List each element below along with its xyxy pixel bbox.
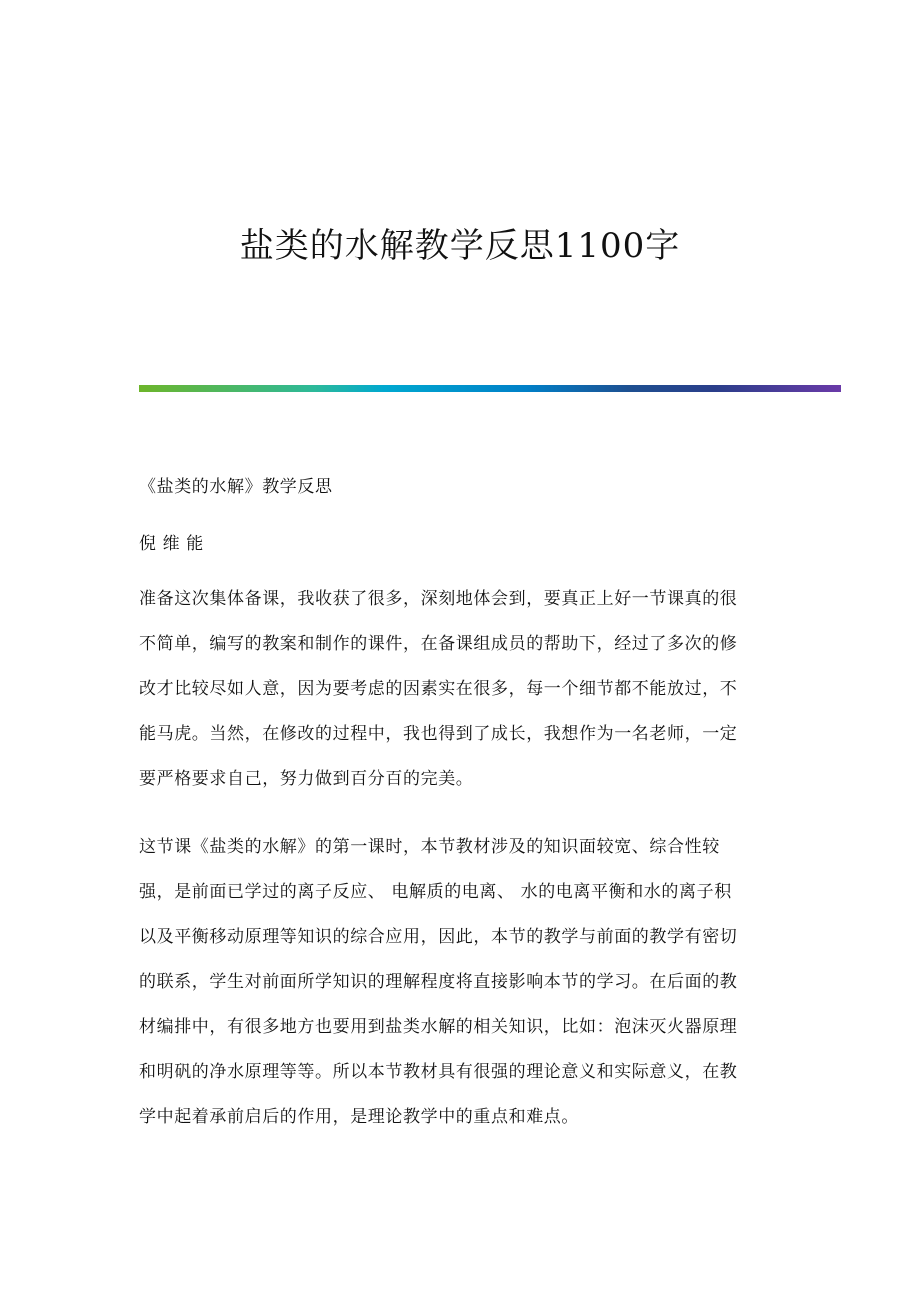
subtitle: 《盐类的水解》教学反思: [139, 477, 333, 497]
text-line: 学中起着承前启后的作用，是理论教学中的重点和难点。: [139, 1107, 579, 1127]
text-line: 要严格要求自己，努力做到百分百的完美。: [139, 769, 474, 789]
author: 倪 维 能: [139, 534, 204, 554]
text-line: 准备这次集体备课，我收获了很多，深刻地体会到，要真正上好一节课真的很: [139, 589, 738, 609]
text-line: 和明矾的净水原理等等。所以本节教材具有很强的理论意义和实际意义，在教: [139, 1062, 738, 1082]
text-line: 改才比较尽如人意，因为要考虑的因素实在很多，每一个细节都不能放过，不: [139, 679, 738, 699]
gradient-divider: [139, 385, 841, 392]
text-line: 不简单，编写的教案和制作的课件，在备课组成员的帮助下，经过了多次的修: [139, 634, 738, 654]
text-line: 材编排中，有很多地方也要用到盐类水解的相关知识，比如：泡沫灭火器原理: [139, 1017, 738, 1037]
document-title: 盐类的水解教学反思1100字: [239, 226, 681, 266]
text-line: 以及平衡移动原理等知识的综合应用，因此，本节的教学与前面的教学有密切: [139, 927, 738, 947]
text-line: 强，是前面已学过的离子反应、 电解质的电离、 水的电离平衡和水的离子积: [139, 882, 732, 902]
text-line: 的联系，学生对前面所学知识的理解程度将直接影响本节的学习。在后面的教: [139, 972, 738, 992]
text-line: 这节课《盐类的水解》的第一课时，本节教材涉及的知识面较宽、综合性较: [139, 837, 720, 857]
text-line: 能马虎。当然，在修改的过程中，我也得到了成长，我想作为一名老师，一定: [139, 724, 738, 744]
